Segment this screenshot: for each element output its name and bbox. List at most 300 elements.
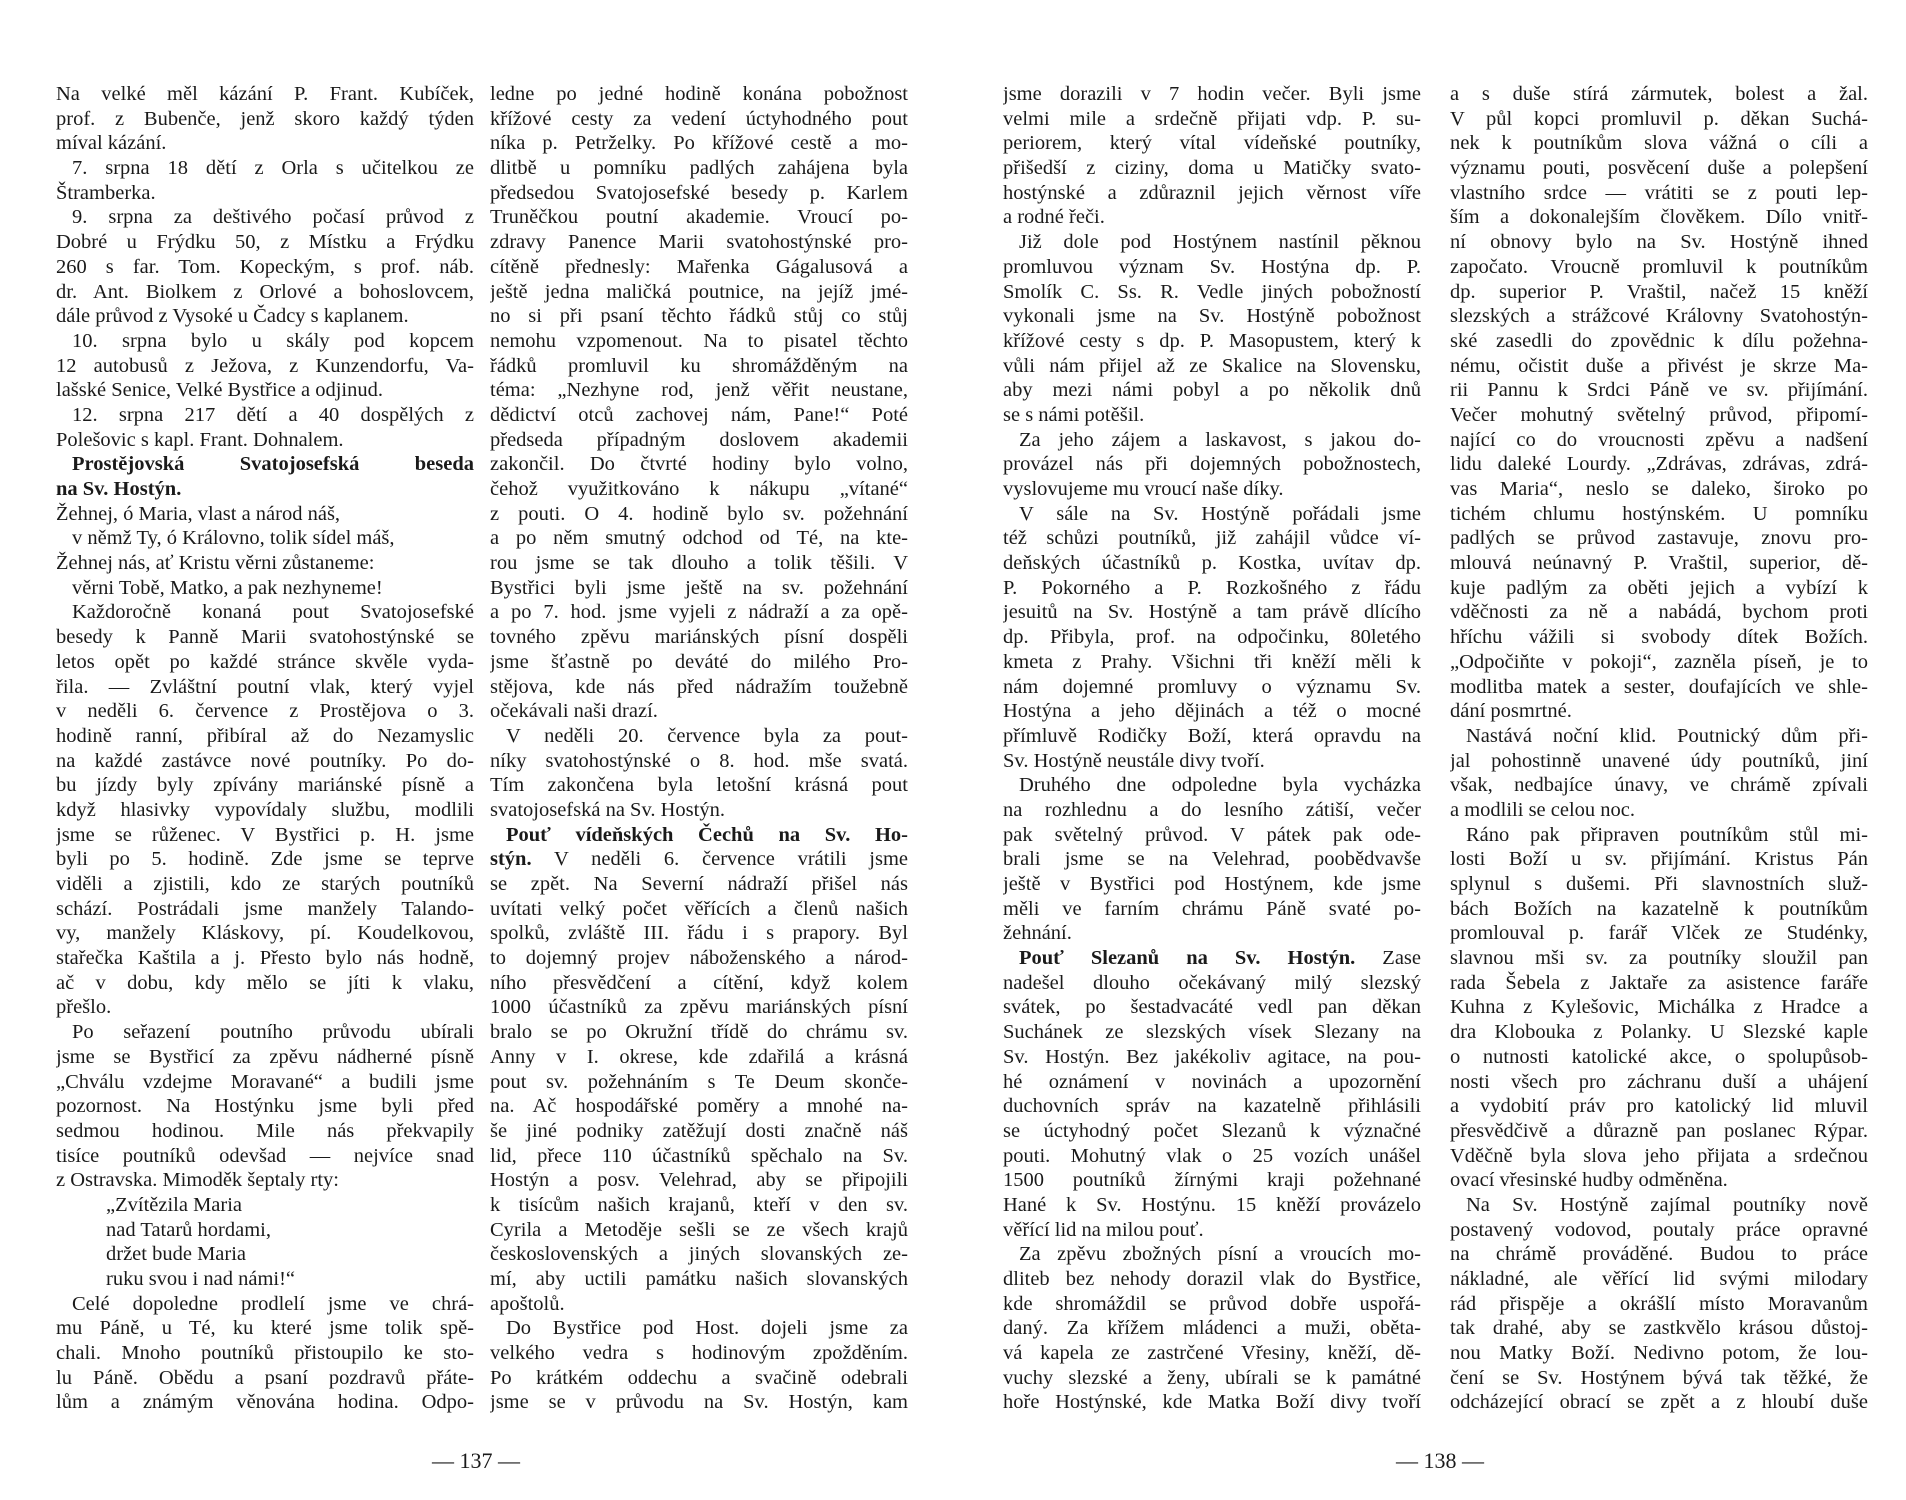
line-text: 12. srpna 217 dětí a 40 dospělých z [72,403,474,426]
page-138-column-right [1450,82,1868,1415]
line-text: duchovních správ na kazatelně přihlásili [1003,1095,1421,1118]
line-text: besedy k Panně Marii svatohostýnské se [56,626,474,649]
text-line [56,1020,474,1045]
line-text: a s duše stírá zármutek, bolest a žal. [1450,83,1868,105]
line-text: a po 7. hod. jsme vyjeli z nádraží a za opě- [490,601,908,624]
text-line [1003,749,1421,774]
line-text: na chrámě prováděné. Budou to práce [1450,1243,1868,1266]
line-text: svátek, po šestadvacáté vedl pan děkan [1003,996,1421,1019]
line-text: čehož využitkováno k nákupu „vítané“ [490,478,908,500]
line-text: jsme se Bystřicí za zpěvu nádherné písně [56,1045,474,1068]
text-line [490,847,908,872]
line-text: lid, přece 110 účastníků spěchalo na Sv. [490,1144,908,1167]
line-text: Cyrila a Metoděje sešli se ze všech krajů [490,1218,908,1241]
line-text: hé oznámení v novinách a upozornění [1003,1070,1421,1093]
text-line [490,304,908,329]
text-line [1450,971,1868,996]
line-text: lašské Senice, Velké Bystřice a odjinud. [56,379,383,402]
line-text: tisíce poutníků odevšad — nejvíce snad [56,1144,474,1167]
text-line [490,946,908,971]
text-line [490,1070,908,1095]
line-text: rou jsme se tak dlouho a tolik těšili. V [490,552,908,575]
line-text: dále průvod z Vysoké u Čadcy s kaplanem. [56,305,409,328]
text-line [56,304,474,329]
line-text: jsme šťastně po deváté do milého Pro- [490,650,908,673]
line-text: byli po 5. hodině. Zde jsme se teprve [56,848,474,871]
text-line [490,699,908,724]
text-line [56,378,474,403]
text-line [1003,1366,1421,1391]
line-text: chali. Mnoho poutníků přistoupilo ke sto- [56,1342,474,1365]
page-number: — 138 — [1396,1448,1484,1473]
text-line [1003,354,1421,379]
text-line [1450,699,1868,724]
line-text: dlitbě u pomníku padlých zahájena byla [490,157,908,180]
text-line [1003,724,1421,749]
text-line [56,205,474,230]
bold-heading: Pouť Slezanů na Sv. Hostýn. [1019,947,1356,970]
page-138-column-left [1003,82,1421,1415]
line-text: V neděli 6. července vrátili jsme [531,848,908,871]
text-line [56,280,474,305]
bold-heading: Prostějovská Svatojosefská beseda [72,453,474,476]
text-line [56,1168,474,1193]
text-line [490,255,908,280]
text-line [56,1094,474,1119]
line-text: předseda případným doslovem akademii [490,428,908,451]
line-text: V neděli 20. července byla za pout- [506,724,908,747]
text-line [1003,600,1421,625]
line-text: Bystřici byli jsme ještě na sv. požehnání [490,576,908,599]
line-text: svatojosefská na Sv. Hostýn. [490,798,725,821]
line-text: promluvou význam Sv. Hostýna dp. P. [1003,255,1421,278]
text-line [56,428,474,453]
text-line [490,156,908,181]
text-line [490,1316,908,1341]
line-text: lu Páně. Obědu a psaní pozdravů přáte- [56,1366,474,1389]
text-line [1003,526,1421,551]
line-text: však, nedbajíce únavy, ve chrámě zpívali [1450,774,1868,797]
line-text: velkého vedra s hodinovým zpožděním. [490,1342,908,1365]
line-text: no si při psaní těchto řádků stůj co stůj [490,305,908,328]
line-text: vlastního srdce — vrátiti se z pouti lep- [1450,181,1868,204]
line-text: tichém chlumu hostýnském. U pomníku [1450,502,1868,525]
line-text: Do Bystřice pod Host. dojeli jsme za [506,1317,908,1340]
page-137-column-right [490,82,908,1415]
line-text: rada Šebela z Jaktaře za asistence faráře [1450,971,1868,994]
text-line [1450,897,1868,922]
text-line [1450,107,1868,132]
line-text: Sv. Hostýně neustále divy tvoří. [1003,749,1265,772]
line-text: slavnou mši sv. za poutníky sloužil pan [1450,947,1868,970]
line-text: československých a jiných slovanských ze- [490,1243,908,1266]
text-line [1003,181,1421,206]
text-line [56,502,474,527]
text-line [1003,1119,1421,1144]
line-text: měli ve farním chrámu Páně svaté po- [1003,897,1421,920]
line-text: Hostýna a jeho dějinách a též o mocné [1003,700,1421,723]
text-line [56,551,474,576]
text-line [1450,403,1868,428]
text-line [1003,477,1421,502]
line-text: Celé dopoledne prodlelí jsme ve chrá- [72,1292,474,1315]
line-text: o nutnosti katolické akce, o spolupůsob- [1450,1045,1868,1068]
text-line [56,699,474,724]
line-text: očekávali naši drazí. [490,700,658,723]
line-text: še jiné podniky zatěžují dosti značně náš [490,1119,908,1142]
line-text: stějova, kde nás před nádražím toužebně [490,675,908,698]
line-text: velmi mile a srdečně přijati vdp. P. su- [1003,107,1421,130]
text-line [1450,1341,1868,1366]
line-text: hoře Hostýnské, kde Matka Boží divy tvoří [1003,1391,1421,1414]
text-line [1450,526,1868,551]
text-line [490,1168,908,1193]
text-line [490,354,908,379]
text-line [490,205,908,230]
text-line [1003,1070,1421,1095]
line-text: splynul s dušemi. Při slavnostních služ- [1450,873,1868,895]
text-line [1450,576,1868,601]
line-text: Tím zakončena byla letošní krásná pout [490,774,908,797]
text-line [56,600,474,625]
line-text: níka p. Petrželky. Po křížové cestě a mo- [490,132,908,155]
line-text: Smolík C. Ss. R. Vedle jiných pobožností [1003,280,1421,303]
text-line [1003,995,1421,1020]
line-text: významu pouti, posvěcení duše a polepšení [1450,157,1868,180]
line-text: V sále na Sv. Hostýně pořádali jsme [1019,502,1421,525]
text-line [1003,847,1421,872]
line-text: v němž Ty, ó Královno, tolik sídel máš, [72,527,395,550]
line-text: to dojemný projev náboženského a národ- [490,947,908,970]
line-text: se zpět. Na Severní nádraží přišel nás [490,873,908,895]
line-text: jal pohostinně unavené údy poutníků, jiní [1450,749,1868,772]
text-line [1450,1119,1868,1144]
text-line [1450,1267,1868,1292]
text-line [56,107,474,132]
line-text: téma: „Nezhyne rod, jenž věřit neustane, [490,379,908,402]
text-line [490,823,908,848]
line-text: zakončil. Do čtvrté hodiny bylo volno, [490,453,908,476]
text-line [490,971,908,996]
bold-heading: stýn. [490,848,532,871]
line-text: nad Tatarů hordami, [106,1218,271,1241]
text-line [1450,1292,1868,1317]
text-line [1003,1168,1421,1193]
text-line [1450,452,1868,477]
text-line [490,921,908,946]
line-text: též schůzi poutníků, již zahájil vůdce ví- [1003,527,1421,550]
line-text: ruku svou i nad námi!“ [106,1268,296,1290]
line-text: P. Pokorného a P. Rozkošného z řádu [1003,576,1421,599]
text-line [1450,872,1868,897]
line-text: 1000 účastníků za zpěvu mariánských písní [490,996,908,1019]
text-line [490,551,908,576]
text-line [490,897,908,922]
line-text: sedmou hodinou. Mile nás překvapily [56,1119,474,1142]
text-line [1003,1341,1421,1366]
line-text: dliteb bez nehody dorazil vlak do Bystřice, [1003,1268,1421,1290]
line-text: ještě v Bystřici pod Hostýnem, kde jsme [1003,873,1421,895]
text-line [490,181,908,206]
text-line [56,255,474,280]
text-line [490,872,908,897]
line-text: vykonali jsme na Sv. Hostýně pobožnost [1003,305,1421,328]
line-text: věrni Tobě, Matko, a pak nezhyneme! [72,576,383,599]
line-text: Vděčně byla slova jeho přijata a srdečnou [1450,1144,1868,1167]
text-line [56,995,474,1020]
line-text: 1500 poutníků žírnými kraji požehnané [1003,1169,1421,1192]
line-text: viděli a zjistili, kdo ze starých poutníků [56,873,474,895]
line-text: mu Páně, u Té, ku které jsme tolik spě- [56,1317,474,1340]
line-text: započato. Vroucně promluvil k poutníkům [1450,255,1868,278]
text-line [56,230,474,255]
line-text: vas Maria“, neslo se daleko, široko po [1450,478,1868,500]
line-text: uvítati velký počet věřících a členů našich [490,897,908,920]
line-text: Polešovic s kapl. Frant. Dohnalem. [56,428,344,451]
line-text: nadešel dlouho očekávaný milý slezský [1003,971,1421,994]
text-line [56,1390,474,1415]
line-text: nemohu vzpomenout. Na to pisatel těchto [490,329,908,352]
line-text: 10. srpna bylo u skály pod kopcem [72,329,474,352]
line-text: křížové cesty s dp. P. Masopustem, který k [1003,329,1421,352]
line-text: jesuitů na Sv. Hostýně a tam právě dlícího [1003,601,1421,624]
text-line [490,526,908,551]
line-text: 12 autobusů z Ježova, z Kunzendorfu, Va- [56,354,474,377]
text-line [56,650,474,675]
line-text: „Zvítězila Maria [106,1193,243,1216]
text-line [490,1119,908,1144]
text-line [56,675,474,700]
text-line [56,477,474,502]
text-line [490,107,908,132]
line-text: Po seřazení poutního průvodu ubírali [72,1021,474,1044]
text-line [1450,82,1868,107]
text-line [56,1144,474,1169]
line-text: Za jeho zájem a laskavost, s jakou do- [1019,428,1421,451]
text-line [1450,156,1868,181]
text-line [56,526,474,551]
text-line [490,428,908,453]
line-text: Každoročně konaná pout Svatojosefské [72,601,474,624]
text-line [1450,329,1868,354]
text-line [56,576,474,601]
text-line [56,1045,474,1070]
text-line [1003,1020,1421,1045]
text-line [56,452,474,477]
text-line [56,329,474,354]
text-line [1450,1242,1868,1267]
line-text: tovného zpěvu mariánských písní dospěli [490,626,908,649]
text-line [1450,280,1868,305]
text-line [1450,304,1868,329]
text-line [1003,1316,1421,1341]
line-text: hostýnské a zdůraznil jejich věrnost víře [1003,181,1421,204]
line-text: nosti všech pro záchranu duší a uhájení [1450,1070,1868,1093]
line-text: nám dojemné promluvy o významu Sv. [1003,675,1421,698]
line-text: deňských účastníků p. Kostka, uvítav dp. [1003,552,1421,575]
line-text: losti Boží u sv. přijímání. Kristus Pán [1450,848,1868,871]
text-line [1003,1193,1421,1218]
text-line [490,675,908,700]
line-text: na každé zastávce nové poutníky. Po do- [56,749,474,772]
text-line [1450,205,1868,230]
text-line [1003,699,1421,724]
line-text: dr. Ant. Biolkem z Orlové a bohoslovcem, [56,280,474,303]
text-line [490,378,908,403]
text-line [1003,82,1421,107]
line-text: a vydobití práv pro katolický lid mluvil [1450,1095,1868,1118]
line-text: rád přispěje a okrášlí místo Moravanům [1450,1292,1868,1315]
line-text: tak drahé, aby se zastkvělo krásou důstoj- [1450,1317,1868,1340]
line-text: vy, manžely Kláskovy, pí. Koudelkovou, [56,922,474,945]
text-line [1450,354,1868,379]
line-text: k tisícům našich krajanů, kteří v den sv. [490,1193,908,1216]
line-text: ledne po jedné hodině konána pobožnost [490,83,908,105]
line-text: dědictví otců zachovej nám, Pane!“ Poté [490,403,908,426]
text-line [56,1341,474,1366]
line-text: postavený vodovod, poutaly práce opravné [1450,1218,1868,1241]
line-text: čení se Sv. Hostýnem bývá tak těžké, že [1450,1366,1868,1389]
text-line [56,82,474,107]
line-text: Anny v I. okrese, kde zdařilá a krásná [490,1045,908,1068]
line-text: nající co do vroucnosti zpěvu a nadšení [1450,428,1868,451]
text-line [1450,1218,1868,1243]
line-text: mlouvá neúnavný P. Vraštil, superior, dě- [1450,552,1868,575]
text-line [1003,255,1421,280]
text-line [1003,1267,1421,1292]
text-line [490,329,908,354]
text-line [56,749,474,774]
text-line [490,1094,908,1119]
text-line [1450,1020,1868,1045]
text-line [56,946,474,971]
text-line [1003,897,1421,922]
text-line [1003,403,1421,428]
text-line [490,403,908,428]
text-line [490,131,908,156]
line-text: míval kázání. [56,132,167,155]
line-text: Za zpěvu zbožných písní a vroucích mo- [1019,1243,1421,1266]
text-line [490,452,908,477]
text-line [490,1193,908,1218]
text-line [1003,378,1421,403]
text-line [490,1020,908,1045]
line-text: věřící lid na milou pouť. [1003,1218,1204,1241]
text-line [1450,428,1868,453]
text-line [56,403,474,428]
text-line [56,921,474,946]
text-line [490,1366,908,1391]
line-text: Sv. Hostýn. Bez jakékoliv agitace, na pou- [1003,1045,1421,1068]
line-text: kuje padlým za oběti jejich a vybízí k [1450,576,1868,599]
text-line [1450,1390,1868,1415]
line-text: bách Božích na kazatelně k poutníkům [1450,897,1868,920]
line-text: přišedší z ciziny, doma u Matičky svato- [1003,157,1421,180]
line-text: „Chválu vzdejme Moravané“ a budili jsme [56,1070,474,1093]
line-text: vyslovujeme mu vroucí naše díky. [1003,478,1284,500]
line-text: níky svatohostýnské o 8. hod. mše svatá. [490,749,908,772]
line-text: z Ostravska. Mimoděk šeptaly rty: [56,1169,339,1192]
line-text: lům a známým věnována hodina. Odpo- [56,1391,474,1414]
text-line [1450,181,1868,206]
text-line [56,1193,474,1218]
text-line [1003,280,1421,305]
bold-heading: Pouť vídeňských Čechů na Sv. Ho- [506,823,908,846]
text-line [490,1267,908,1292]
line-text: ní obnovy bylo na Sv. Hostýně ihned [1450,231,1868,254]
line-text: řila. — Zvláštní poutní vlak, který vyjel [56,675,474,698]
line-text: dání posmrtné. [1450,700,1572,723]
line-text: odcházející obrací se zpět a z hloubí duše [1450,1391,1868,1414]
text-line [1450,551,1868,576]
text-line [1003,1045,1421,1070]
line-text: promlouval p. farář Vlček ze Studénky, [1450,922,1868,945]
text-line [490,1045,908,1070]
line-text: Večer mohutný světelný průvod, připomí- [1450,403,1868,426]
text-line [490,230,908,255]
text-line [1450,1316,1868,1341]
text-line [1003,1390,1421,1415]
text-line [56,156,474,181]
text-line [1003,230,1421,255]
text-line [1003,823,1421,848]
text-line [1003,1144,1421,1169]
text-line [1450,921,1868,946]
line-text: bralo se po Okružní třídě do chrámu sv. [490,1021,908,1044]
line-text: pak světelný průvod. V pátek pak ode- [1003,823,1421,846]
line-text: jsme se růženec. V Bystřici p. H. jsme [56,823,474,846]
line-text: ního přesvědčení a cítění, když kolem [490,971,908,994]
line-text: Hané k Sv. Hostýnu. 15 kněží provázelo [1003,1193,1421,1216]
text-line [56,823,474,848]
line-text: předsedou Svatojosefské besedy p. Karlem [490,181,908,204]
text-line [1003,502,1421,527]
line-text: držet bude Maria [106,1243,247,1266]
line-text: přesvědčivě a důrazně pan poslanec Rýpar. [1450,1119,1868,1142]
line-text: bu jízdy byly zpívány mariánské písně a [56,774,474,797]
text-line [56,971,474,996]
line-text: Druhého dne odpoledne byla vycházka [1019,774,1421,797]
line-text: vá kapela ze zastrčené Vřesiny, kněží, dě- [1003,1342,1421,1365]
line-text: jsme se v průvodu na Sv. Hostýn, kam [490,1391,908,1414]
line-text: modlitba matek a sester, doufajících ve shle- [1450,675,1868,698]
text-line [490,798,908,823]
text-line [490,749,908,774]
text-line [490,1144,908,1169]
line-text: se úctyhodný počet Slezanů k význačné [1003,1119,1421,1142]
line-text: 260 s far. Tom. Kopeckým, s prof. náb. [56,255,474,278]
line-text: Již dole pod Hostýnem nastínil pěknou [1019,231,1421,254]
text-line [1003,675,1421,700]
line-text: a modlili se celou noc. [1450,798,1636,821]
text-line [56,1316,474,1341]
line-text: a po něm smutný odchod od Té, na kte- [490,527,908,550]
text-line [1450,749,1868,774]
line-text: na rozhlednu a do lesního zátiší, večer [1003,798,1421,821]
text-line [56,872,474,897]
text-line [490,1242,908,1267]
line-text: Kuhna z Kylešovic, Michálka z Hradce a [1450,996,1868,1019]
text-line [1003,428,1421,453]
line-text: dp. superior P. Vraštil, načež 15 kněží [1450,280,1868,303]
text-line [1450,995,1868,1020]
text-line [1450,230,1868,255]
text-line [490,1218,908,1243]
text-line [1003,205,1421,230]
line-text: stařečka Kaštila a j. Přesto bylo nás hodně, [56,947,474,970]
text-line [1003,107,1421,132]
text-line [1003,1094,1421,1119]
